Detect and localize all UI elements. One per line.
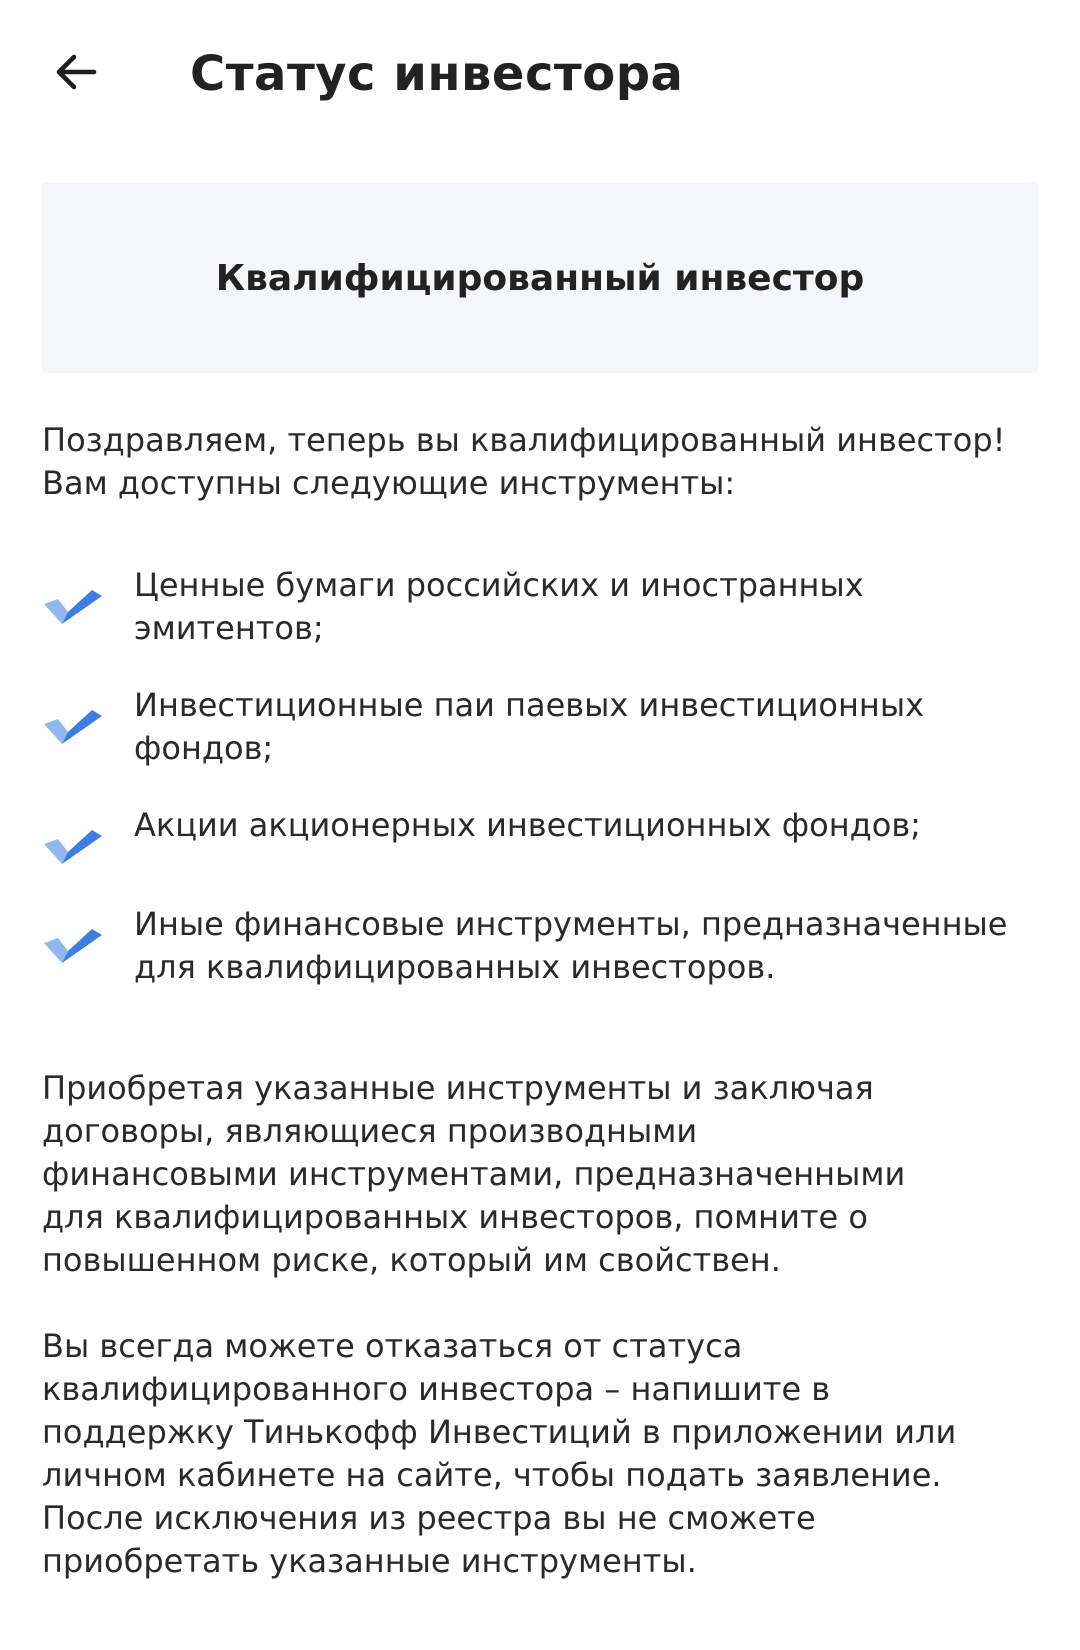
status-withdrawal-text [42,1325,1042,1583]
check-icon [42,921,104,967]
intro-line: Поздравляем, теперь вы квалифицированный инвестор! [42,421,1006,459]
paragraph-line: Приобретая указанные инструменты и заключая [42,1069,874,1107]
paragraph-line: финансовыми инструментами, предназначенными [42,1155,906,1193]
back-button[interactable] [44,40,108,104]
list-item [42,804,1052,847]
investor-status-card [42,183,1038,373]
risk-warning-text [42,1067,1042,1282]
paragraph-line: квалифицированного инвестора – напишите в [42,1370,831,1408]
check-icon [42,702,104,748]
paragraph-line: Вы всегда можете отказаться от статуса [42,1327,743,1365]
available-instruments-list [42,564,1052,989]
list-item-line: Ценные бумаги российских и иностранных [134,566,864,604]
list-item [42,684,1052,770]
check-icon [42,582,104,628]
paragraph-line: для квалифицированных инвесторов, помните о [42,1198,868,1236]
investor-status-title: Квалифицированный инвестор [215,257,865,299]
paragraph-line: личном кабинете на сайте, чтобы подать заявление. [42,1456,942,1494]
header [0,0,1080,150]
list-item [42,564,1052,650]
intro-text [42,419,1042,505]
page-title: Статус инвестора [190,46,684,102]
arrow-left-icon [52,48,100,96]
list-item [42,903,1052,989]
intro-line: Вам доступны следующие инструменты: [42,464,736,502]
list-item-line: Иные финансовые инструменты, предназначенные [134,905,1008,943]
paragraph-line: поддержку Тинькофф Инвестиций в приложении или [42,1413,957,1451]
list-item-line: фондов; [134,729,274,767]
paragraph-line: После исключения из реестра вы не сможете [42,1499,816,1537]
paragraph-line: повышенном риске, который им свойствен. [42,1241,781,1279]
paragraph-line: договоры, являющиеся производными [42,1112,698,1150]
list-item-line: Акции акционерных инвестиционных фондов; [134,806,921,844]
list-item-line: эмитентов; [134,609,324,647]
check-icon [42,822,104,868]
paragraph-line: приобретать указанные инструменты. [42,1542,697,1580]
list-item-line: Инвестиционные паи паевых инвестиционных [134,686,925,724]
list-item-line: для квалифицированных инвесторов. [134,948,776,986]
